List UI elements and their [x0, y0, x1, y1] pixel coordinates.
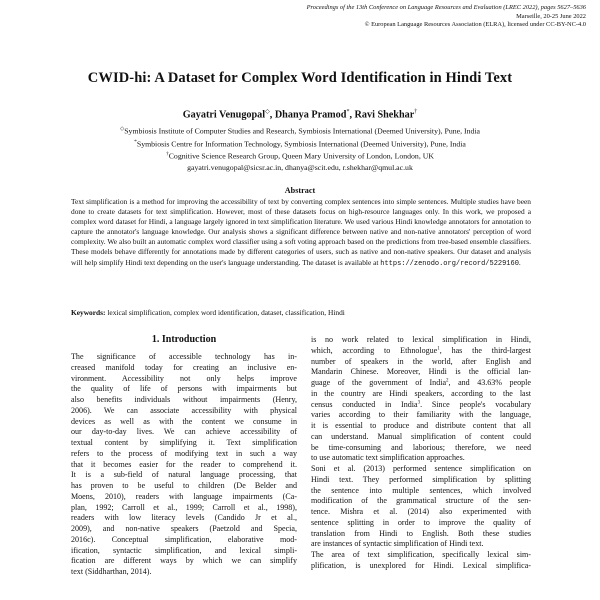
body-text-line: text (Siddharthan, 2014). [71, 567, 152, 576]
body-text-line: 2006). We can associate accessibility with physical [71, 405, 297, 415]
footnote-marker[interactable]: 3 [417, 399, 421, 405]
body-text-line: be time-consuming and laborious; therefore, we need [311, 442, 531, 452]
body-text-line: plification, is unexplored for Hindi. Lexical simplifica- [311, 560, 531, 570]
body-text-line: sentence splitting in order to improve the quality of [311, 517, 531, 527]
affiliation-block [0, 124, 600, 173]
abstract-text: Text simplification is a method for improving the accessibility of text by converting complex sentences into simple sentences. Multiple studies have been done to create datasets for text simplification. However, most of these datasets focus on high-resource languages only. In this work, we proposed a complex word dataset for Hindi, a language largely ignored in text simplification literature. We used various Hindi knowledge annotators for annotation to capture the annotator's language knowledge. Our analysis shows a significant difference between native and non-native annotators' perception of word complexity. We also built an automatic complex word classifier using a soft voting approach based on the predictions from tree-based ensemble classifiers. These models behave differently for annotations made by different categories of users, such as native and non-native speakers. Our dataset and analysis will help simplify Hindi text depending on the user's language understanding. The dataset is available at [71, 197, 531, 267]
body-text-line: census conducted in India$^3$. Since people's vocabulary [311, 399, 531, 409]
body-text-line: our day-to-day lives. We can achieve accessibility of [71, 427, 297, 437]
paper-title: CWID-hi: A Dataset for Complex Word Identification in Hindi Text [87, 70, 513, 86]
abstract-body: Text simplification is a method for improving the accessibility of text by converting complex sentences into simple sentences. Multiple studies have been done to create datasets for text simplification. However, most of these datasets focus on high-resource languages only. In this work, we proposed a complex word dataset for Hindi, a language largely ignored in text simplification literature. We used various Hindi knowledge annotators for annotation to capture the annotator's language knowledge. Our analysis shows a significant difference between native and non-native annotators' perception of word complexity. We also built an automatic complex word classifier using a soft voting approach based on the predictions from tree-based ensemble classifiers. These models behave differently for annotations made by different categories of users, such as native and non-native speakers. Our dataset and analysis will help simplify Hindi text depending on the user's language understanding. The dataset is available at https://zenodo.org/record/5229160. [71, 197, 531, 268]
keywords-label: Keywords: [71, 308, 106, 317]
keywords-line [71, 308, 531, 318]
body-text-line: the quality of life of persons with impairments but [71, 384, 297, 394]
body-text-line: to use automatic text simplification approaches. [311, 453, 465, 463]
body-text-line: modification of the grammatical structure of the sen- [311, 496, 531, 506]
author-mark: † [414, 109, 418, 115]
author-mark: * [346, 109, 350, 115]
author-name: Gayatri Venugopal [182, 109, 266, 121]
abstract-heading: Abstract [284, 186, 316, 195]
body-text-line: in the country are Hindi speakers, according to the last [311, 388, 531, 398]
license-line: © European Language Resources Association (ELRA), licensed under CC-BY-NC-4.0 [364, 21, 586, 29]
body-text-line: translation from Hindi to English. Both these studies [311, 528, 531, 538]
body-text-line: has proven to be useful to children (De Belder and [71, 481, 297, 490]
body-text-line: tence. Mishra et al. (2014) also experimented with [311, 507, 531, 516]
author-name: Dhanya Pramod [274, 109, 347, 121]
body-text-line: plan, 1992; Carroll et al., 1999; Carroll et al., 1998), [71, 502, 297, 512]
body-text-line: fication are different ways by which we can simplify [71, 556, 297, 566]
body-text-line: creased manifold today for creating an inclusive en- [71, 362, 297, 372]
body-text-line: that it becomes easier for the reader to comprehend it. [71, 459, 297, 469]
author-emails: gayatri.venugopal@sicsr.ac.in, dhanya@scit.edu, r.shekhar@qmul.ac.uk [187, 162, 413, 172]
body-text-line: can understand. Manual simplification of content could [311, 431, 531, 441]
venue-line: Marseille, 20-25 June 2022 [516, 12, 586, 20]
body-text-line: number of speakers in the world, after English and [311, 356, 531, 366]
section-heading-introduction: 1. Introduction [151, 334, 217, 345]
intro-right-column [311, 335, 531, 572]
footnote-marker[interactable]: 2 [446, 378, 449, 384]
author-name: Ravi Shekhar [354, 109, 415, 121]
body-text-line: vironment. Accessibility not only helps improve [71, 373, 297, 383]
author-mark: ◇ [265, 109, 270, 115]
body-text-line: the sentence into multiple sentences, which involved [311, 485, 531, 495]
body-text-line: It is a sub-field of natural language processing, that [71, 470, 297, 480]
body-text-line: which, according to Ethnologue$^1$, has the third-largest [311, 345, 531, 355]
body-text-line: Soni et al. (2013) performed sentence simplification on [311, 464, 531, 473]
body-text-line: Mandarin Chinese. Moreover, Hindi is the official lan- [311, 367, 531, 377]
body-text-line: refers to the process of modifying text in such a way [71, 448, 297, 458]
body-text-line: Hindi text. They performed simplification by splitting [311, 474, 531, 484]
body-text-line: textual content by simplifying it. Text simplification [71, 438, 297, 447]
footnote-marker[interactable]: 1 [437, 346, 440, 352]
body-text-line: varies according to their familiarity with the language, [311, 410, 531, 420]
affiliation-line: ◇Symbiosis Institute of Computer Studies and Research, Symbiosis International (Deemed University), Pune, India [119, 126, 481, 136]
body-text-line: readers with low literacy levels (Candido Jr et al., [71, 513, 297, 523]
body-text-line: The significance of accessible technology has in- [71, 352, 297, 361]
body-text-line: devices as well as with the content we consume in [71, 416, 297, 426]
body-text-line: 2009), and non-native speakers (Paetzold and Specia, [71, 524, 297, 533]
author-list: Gayatri Venugopal◇, Dhanya Pramod*, Ravi Shekhar† [182, 109, 418, 121]
keywords-text: lexical simplification, complex word identification, dataset, classification, Hindi [107, 308, 345, 317]
intro-left-column [71, 352, 297, 578]
affiliation-line: *Symbiosis Centre for Information Technology, Symbiosis International (Deemed University), Pune, India [134, 138, 466, 149]
body-text-line: ification, syntactic simplification, and lexical simpli- [71, 545, 297, 555]
body-text-line: The area of text simplification, specifically lexical sim- [311, 550, 531, 559]
body-text-line: it is essential to produce and distribute content that all [311, 421, 531, 430]
body-text-line: also benefits individuals without impairments (Henry, [71, 395, 297, 404]
body-text-line: 2016c). Conceptual simplification, elaborative mod- [71, 534, 297, 544]
body-text-line: is no work related to lexical simplification in Hindi, [311, 335, 531, 344]
dataset-url-link[interactable]: https://zenodo.org/record/5229160 [380, 259, 519, 268]
body-text-line: guage of the government of India$^2$, and 43.63% people [311, 378, 531, 387]
body-text-line: are instances of syntactic simplification of Hindi text. [311, 539, 484, 549]
proceedings-line: Proceedings of the 13th Conference on Language Resources and Evaluation (LREC 2022), pages 5627–5636 [306, 4, 586, 11]
conference-header [26, 4, 586, 30]
affiliation-line: †Cognitive Science Research Group, Queen Mary University of London, London, UK [165, 151, 434, 161]
body-text-line: Moens, 2010), readers with language impairments (Ca- [71, 491, 297, 501]
